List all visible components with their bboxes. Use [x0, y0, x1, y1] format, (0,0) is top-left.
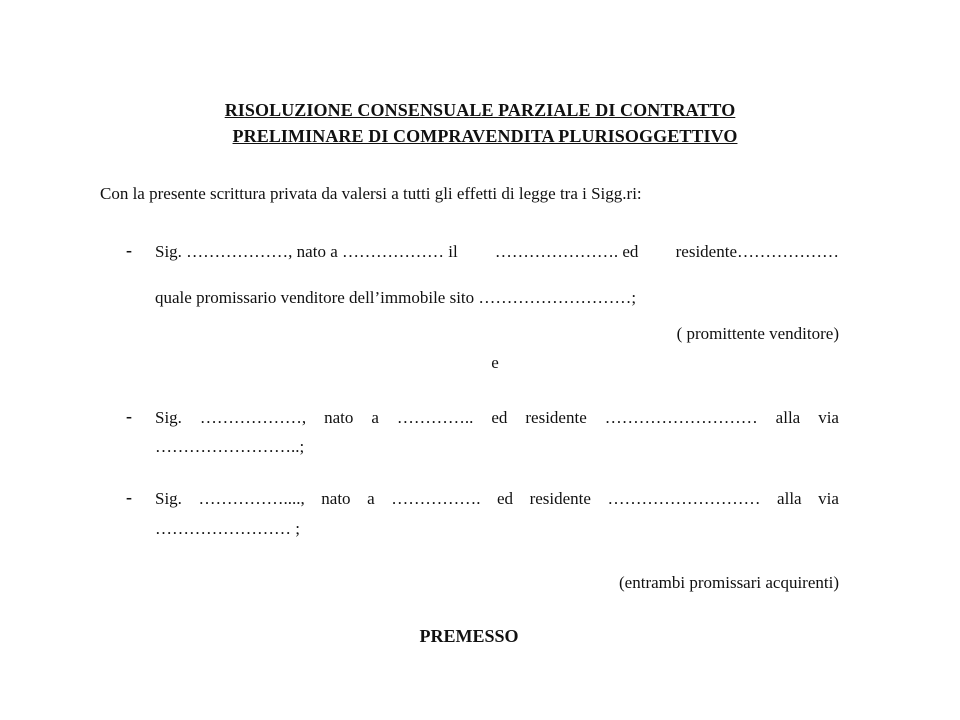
party-1-seg-3: residente……………… [675, 242, 839, 261]
buyers-role: (entrambi promissari acquirenti) [619, 573, 839, 592]
party-3-line-2: …………………… ; [155, 519, 300, 538]
bullet-party-3: - [126, 487, 132, 507]
party-2-word: Sig. [155, 408, 182, 427]
conjunction-e: e [491, 353, 499, 372]
party-1-seg-2: …………………. ed [494, 242, 639, 261]
party-2-word: ……………………… [604, 408, 758, 427]
bullet-party-2: - [126, 406, 132, 426]
party-3-line-1 [155, 489, 839, 509]
party-2-word: via [818, 408, 839, 427]
party-2-word: ………………, [199, 408, 307, 427]
party-2-word: nato [324, 408, 354, 427]
party-3-word: a [367, 489, 375, 508]
party-1-line-2: quale promissario venditore dell’immobile sito ………………………; [155, 288, 637, 307]
party-3-word: ed [497, 489, 514, 508]
party-3-word: ……………. [391, 489, 481, 508]
party-2-word: alla [775, 408, 801, 427]
section-heading-premesso: PREMESSO [419, 626, 519, 646]
title-line-2: PRELIMINARE DI COMPRAVENDITA PLURISOGGETTIVO [232, 126, 738, 146]
party-3-word: nato [321, 489, 351, 508]
party-1-role: ( promittente venditore) [676, 324, 839, 343]
title-line-1: RISOLUZIONE CONSENSUALE PARZIALE DI CONTRATTO [224, 100, 736, 120]
party-3-word: alla [777, 489, 802, 508]
party-2-line-2: ……………………..; [155, 437, 305, 456]
party-3-word: ……………………… [607, 489, 761, 508]
party-2-word: residente [525, 408, 587, 427]
party-1-line-1 [155, 242, 839, 262]
party-3-word: ……………...., [198, 489, 305, 508]
party-2-word: ………….. [396, 408, 474, 427]
party-2-word: a [371, 408, 379, 427]
intro-paragraph: Con la presente scrittura privata da valersi a tutti gli effetti di legge tra i Sigg.ri: [100, 184, 642, 203]
party-3-word: via [818, 489, 839, 508]
party-3-word: residente [529, 489, 591, 508]
party-2-word: ed [491, 408, 508, 427]
party-2-line-1 [155, 408, 839, 428]
party-3-word: Sig. [155, 489, 182, 508]
bullet-party-1: - [126, 240, 132, 260]
party-1-seg-1: Sig. ………………, nato a ……………… il [155, 242, 458, 261]
